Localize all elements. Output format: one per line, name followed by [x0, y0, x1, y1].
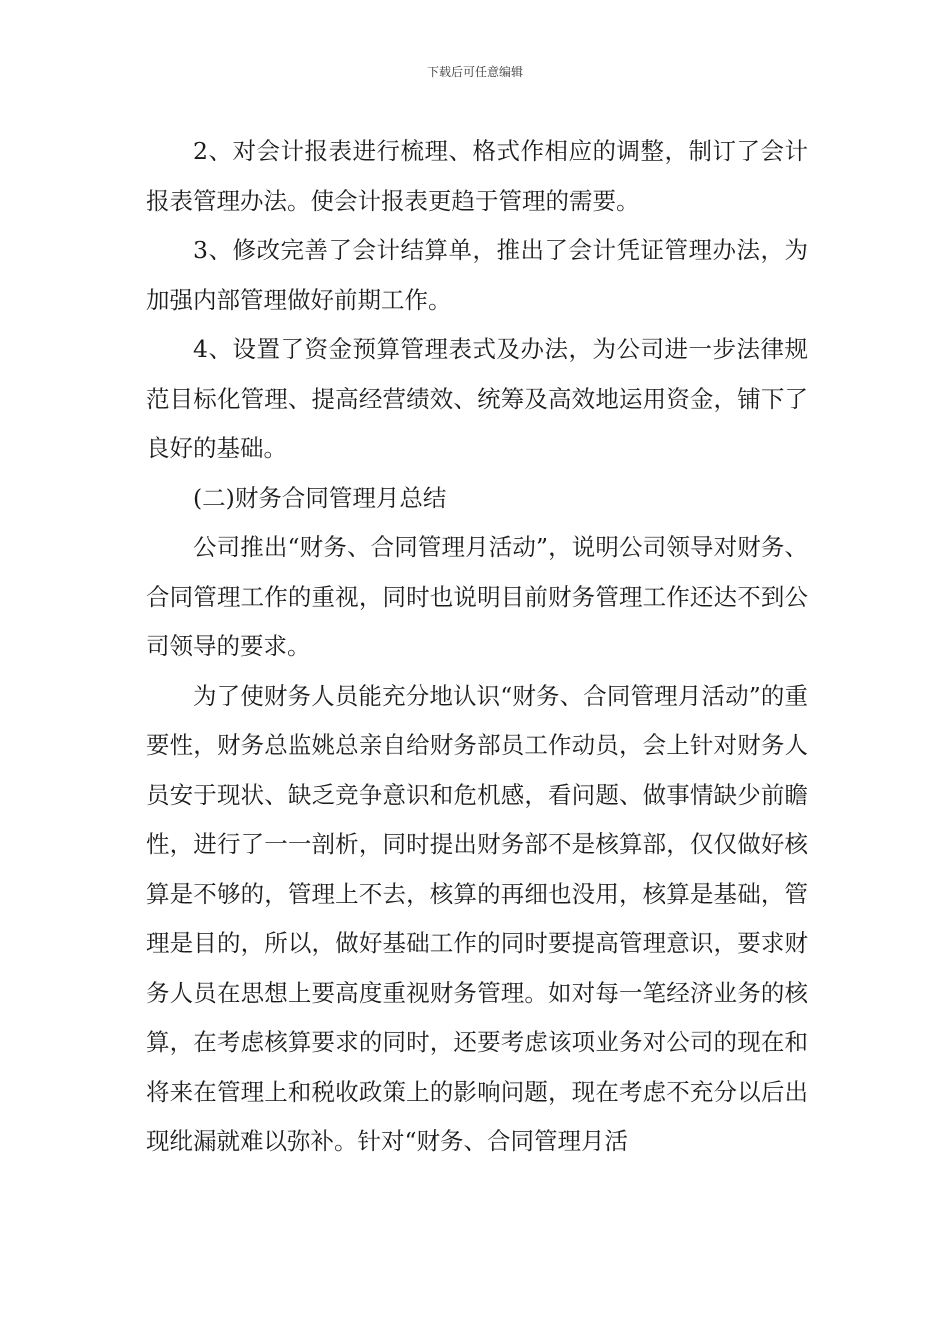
paragraph: 为了使财务人员能充分地认识“财务、合同管理月活动”的重要性，财务总监姚总亲自给财务部员工作动员，会上针对财务人员安于现状、缺乏竞争意识和危机感，看问题、做事情缺少前瞻性，进行了一一剖析，同时提出财务部不是核算部，仅仅做好核算是不够的，管理上不去，核算的再细也没用，核算是基础，管理是目的，所以，做好基础工作的同时要提高管理意识，要求财务人员在思想上要高度重视财务管理。如对每一笔经济业务的核算，在考虑核算要求的同时，还要考虑该项业务对公司的现在和将来在管理上和税收政策上的影响问题，现在考虑不充分以后出现纰漏就难以弥补。针对“财务、合同管理月活 — [146, 681, 808, 1155]
paragraph-item-2: 2、对会计报表进行梳理、格式作相应的调整，制订了会计报表管理办法。使会计报表更趋于管理的需要。 — [146, 137, 808, 215]
paragraph-item-4: 4、设置了资金预算管理表式及办法，为公司进一步法律规范目标化管理、提高经营绩效、统筹及高效地运用资金，铺下了良好的基础。 — [146, 335, 808, 462]
document-body — [146, 127, 808, 1167]
page-header: 下载后可任意编辑 — [426, 65, 523, 79]
paragraph-item-3: 3、修改完善了会计结算单，推出了会计凭证管理办法，为加强内部管理做好前期工作。 — [146, 236, 808, 314]
paragraph: 公司推出“财务、合同管理月活动”，说明公司领导对财务、合同管理工作的重视，同时也说明目前财务管理工作还达不到公司领导的要求。 — [146, 533, 808, 660]
section-heading: (二)财务合同管理月总结 — [193, 483, 447, 512]
